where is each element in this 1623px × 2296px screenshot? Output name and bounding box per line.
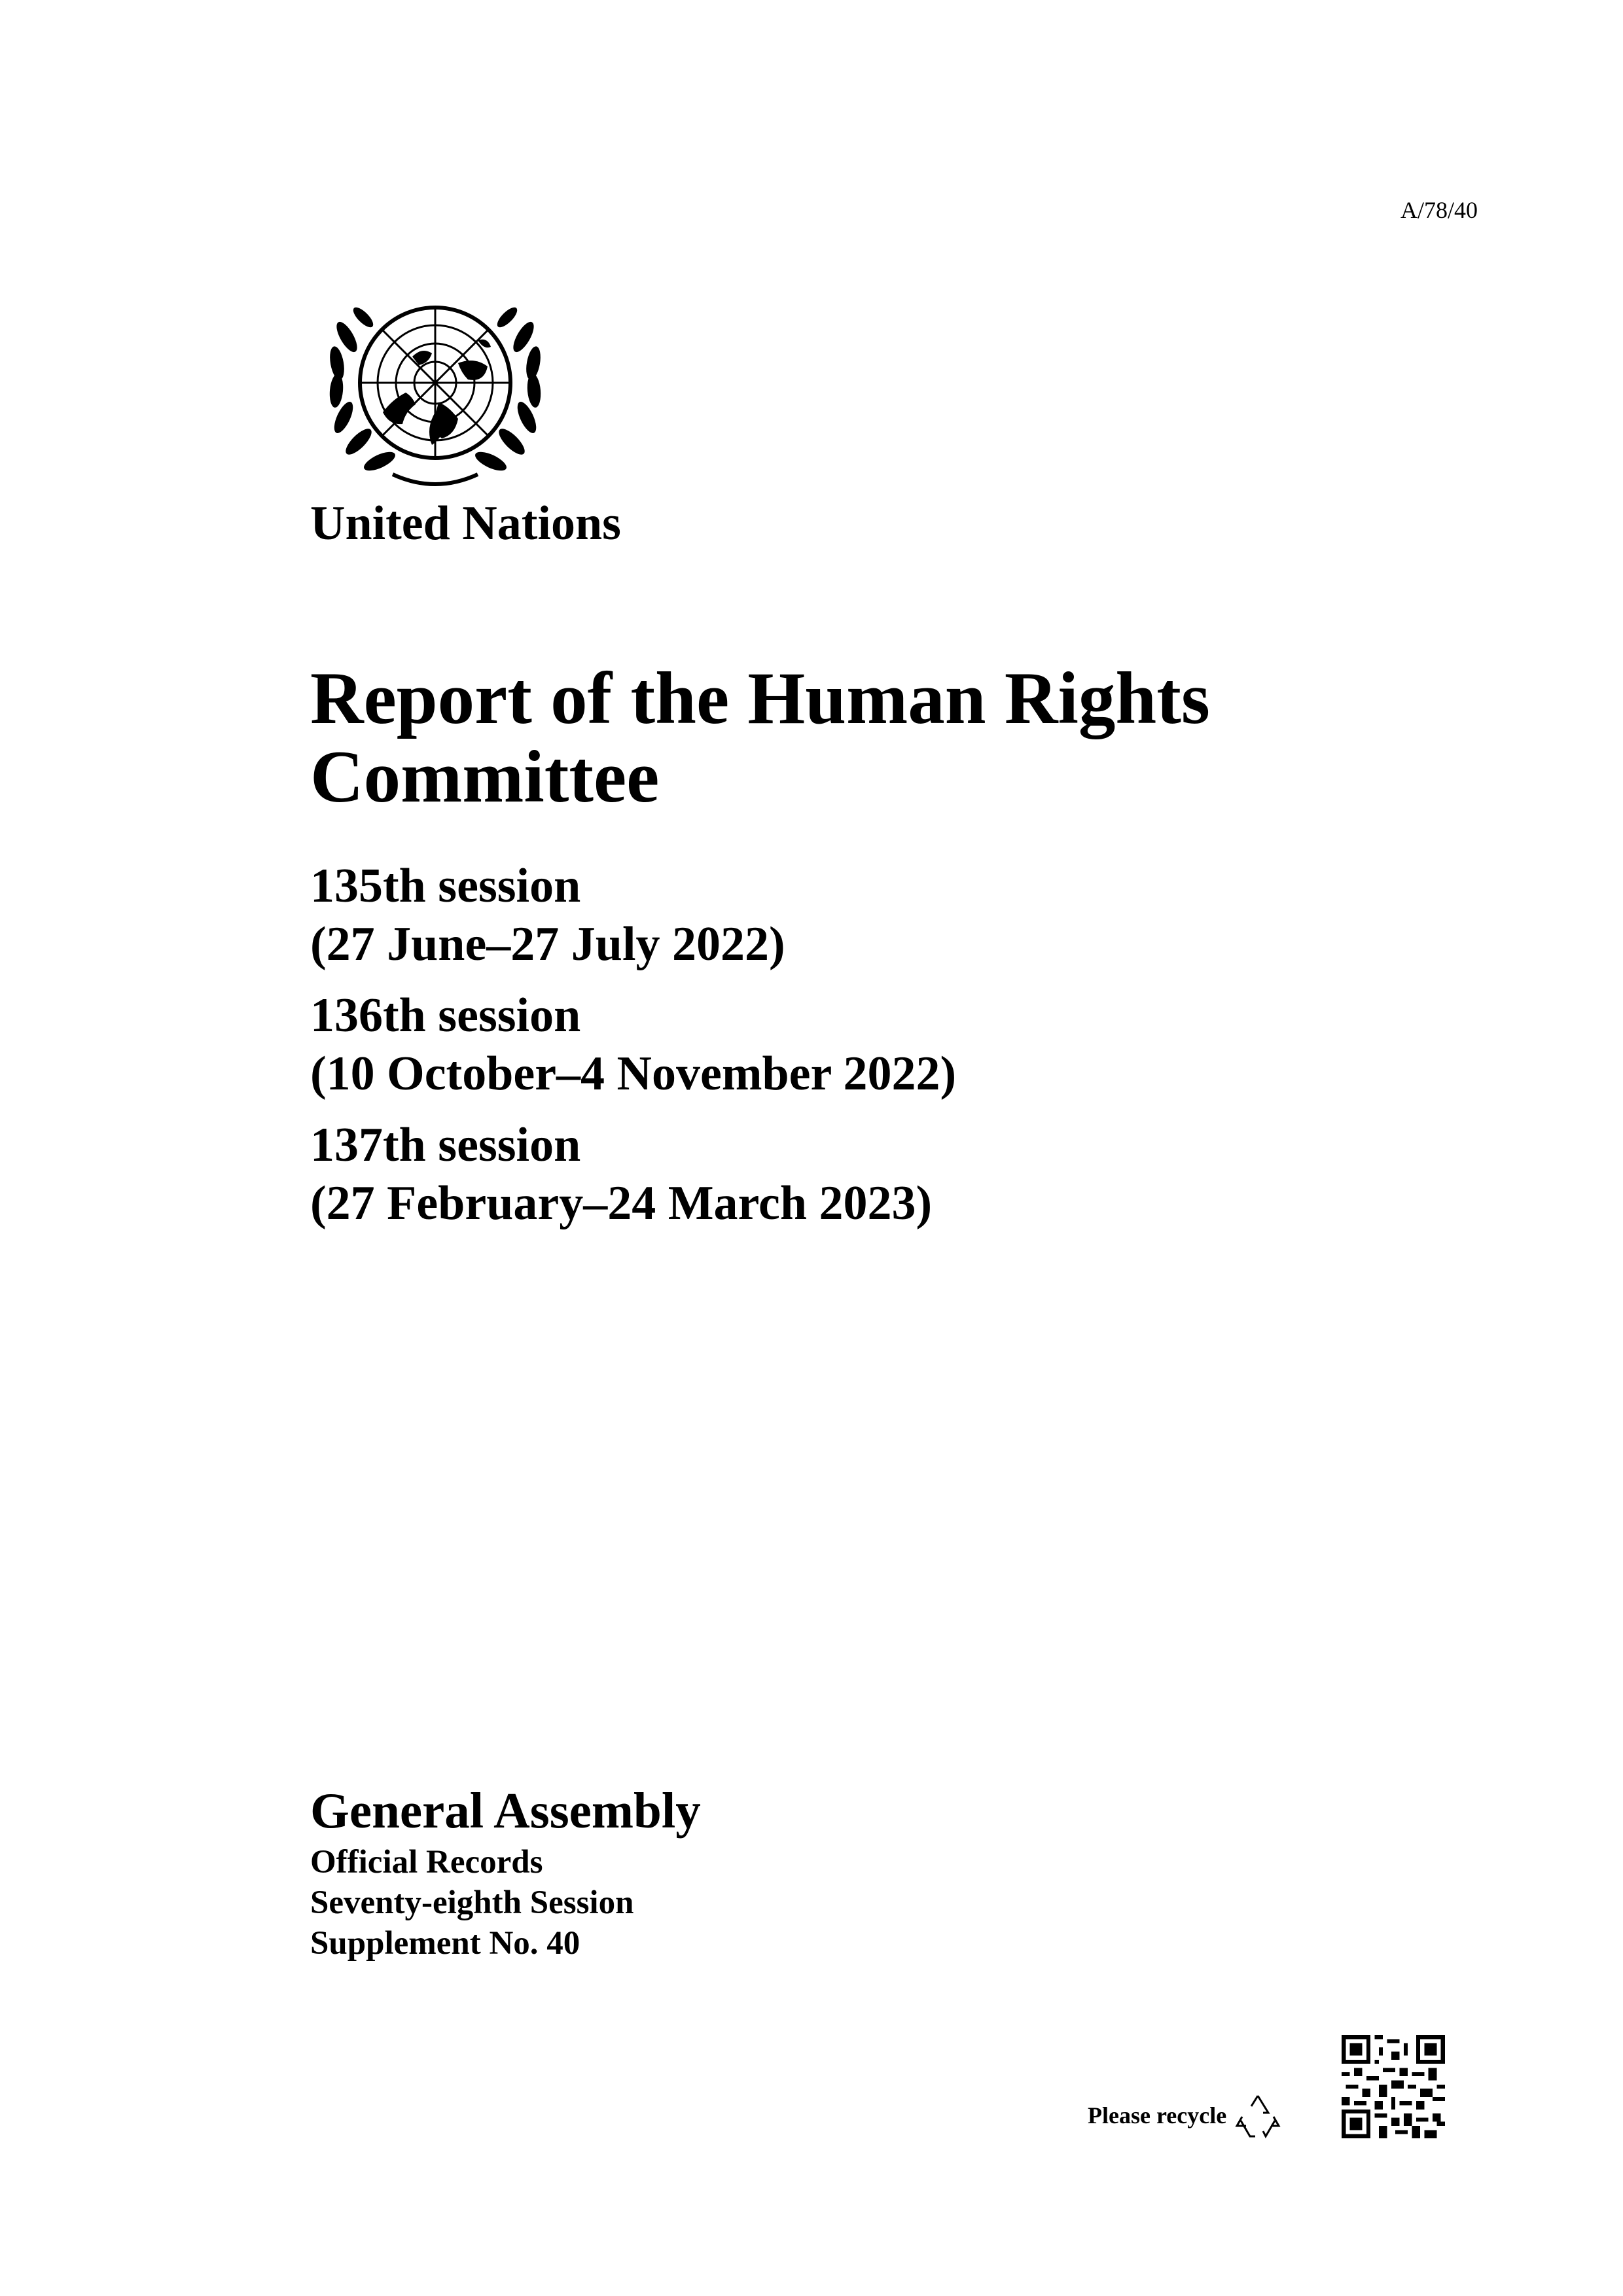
- report-title: [310, 660, 1210, 817]
- report-title-line-1: Report of the Human Rights: [310, 658, 1210, 739]
- record-type: Official Records: [310, 1844, 543, 1881]
- session-dates: (10 October–4 November 2022): [310, 1047, 957, 1101]
- document-symbol: A/78/40: [1400, 197, 1478, 223]
- session-item: [310, 987, 956, 1103]
- recycle-notice: [1088, 2091, 1283, 2140]
- assembly-name: General Assembly: [310, 1782, 701, 1839]
- qr-code-icon: [1342, 2035, 1445, 2138]
- session-dates: (27 June–27 July 2022): [310, 917, 785, 971]
- session-item: [310, 1116, 956, 1233]
- session-name: 136th session: [310, 989, 581, 1042]
- session-name: 137th session: [310, 1118, 581, 1172]
- supplement-number: Supplement No. 40: [310, 1925, 580, 1962]
- report-title-line-2: Committee: [310, 736, 660, 818]
- session-name: 135th session: [310, 859, 581, 913]
- organization-name: United Nations: [310, 497, 621, 550]
- un-emblem-icon: [308, 278, 563, 494]
- assembly-block: [310, 1780, 701, 1964]
- recycle-icon: [1233, 2091, 1283, 2140]
- session-list: [310, 857, 956, 1246]
- session-dates: (27 February–24 March 2023): [310, 1176, 933, 1230]
- recycle-label: Please recycle: [1088, 2102, 1227, 2128]
- assembly-session: Seventy-eighth Session: [310, 1884, 634, 1921]
- session-item: [310, 857, 956, 974]
